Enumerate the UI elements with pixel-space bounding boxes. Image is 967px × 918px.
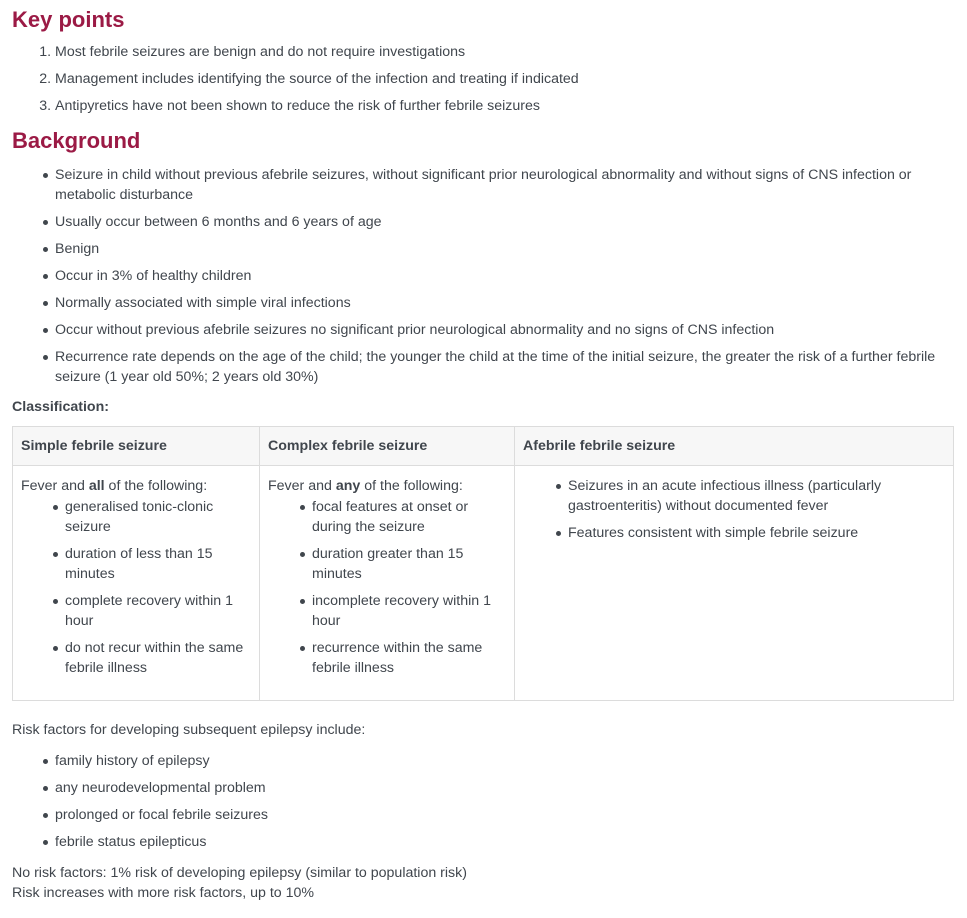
risk-factors-list [12, 751, 953, 852]
list-item: Features consistent with simple febrile seizure [523, 523, 945, 543]
list-item: complete recovery within 1 hour [21, 591, 251, 631]
risk-factor-item: any neurodevelopmental problem [12, 778, 953, 798]
risk-factor-item: febrile status epilepticus [12, 832, 953, 852]
risk-factor-item: prolonged or focal febrile seizures [12, 805, 953, 825]
table-row [13, 466, 954, 701]
simple-seizure-criteria [21, 497, 251, 678]
lead-emphasis: any [335, 478, 361, 494]
key-points-heading: Key points [12, 7, 125, 32]
key-point-item: 1. Most febrile seizures are benign and do not require investigations [55, 42, 953, 62]
background-item: Occur in 3% of healthy children [12, 266, 953, 286]
simple-seizure-lead [21, 476, 251, 496]
list-item: recurrence within the same febrile illness [268, 638, 506, 678]
background-item: Seizure in child without previous afebrile seizures, without significant prior neurological abnormality and without signs of CNS infection or metabolic disturbance [12, 165, 953, 205]
column-header-simple: Simple febrile seizure [13, 427, 260, 466]
background-item: Usually occur between 6 months and 6 years of age [12, 212, 953, 232]
list-item: duration of less than 15 minutes [21, 544, 251, 584]
afebrile-seizure-criteria [523, 476, 945, 543]
background-list [12, 165, 953, 387]
list-item: duration greater than 15 minutes [268, 544, 506, 584]
list-item: focal features at onset or during the seizure [268, 497, 506, 537]
background-item: Benign [12, 239, 953, 259]
risk-factor-item: family history of epilepsy [12, 751, 953, 771]
key-point-item: 2. Management includes identifying the source of the infection and treating if indicated [55, 69, 953, 89]
complex-seizure-cell [260, 466, 515, 701]
column-header-complex: Complex febrile seizure [260, 427, 515, 466]
list-item: incomplete recovery within 1 hour [268, 591, 506, 631]
complex-seizure-lead [268, 476, 506, 496]
list-item: Seizures in an acute infectious illness (particularly gastroenteritis) without documented fever [523, 476, 945, 516]
background-item: Occur without previous afebrile seizures no significant prior neurological abnormality and no signs of CNS infection [12, 320, 953, 340]
classification-label: Classification: [12, 399, 109, 415]
afebrile-seizure-cell [515, 466, 954, 701]
simple-seizure-cell [13, 466, 260, 701]
lead-prefix: Fever and [268, 478, 336, 494]
background-heading: Background [12, 128, 141, 153]
list-item: do not recur within the same febrile illness [21, 638, 251, 678]
risk-factors-intro: Risk factors for developing subsequent epilepsy include: [12, 722, 366, 738]
key-point-item: 3. Antipyretics have not been shown to reduce the risk of further febrile seizures [55, 96, 953, 116]
classification-table [12, 426, 954, 701]
complex-seizure-criteria [268, 497, 506, 678]
background-item: Normally associated with simple viral infections [12, 293, 953, 313]
lead-suffix: of the following: [360, 478, 463, 494]
lead-suffix: of the following: [104, 478, 208, 494]
column-header-afebrile: Afebrile febrile seizure [515, 427, 954, 466]
key-points-list [12, 42, 953, 116]
lead-prefix: Fever and [21, 478, 89, 494]
background-item: Recurrence rate depends on the age of the child; the younger the child at the time of the initial seizure, the greater the risk of a further febrile seizure (1 year old 50%; 2 years old 30%) [12, 347, 953, 387]
no-risk-factors-text: No risk factors: 1% risk of developing epilepsy (similar to population risk) [12, 865, 467, 881]
lead-emphasis: all [88, 478, 105, 494]
table-header-row [13, 427, 954, 466]
list-item: generalised tonic-clonic seizure [21, 497, 251, 537]
risk-increase-text: Risk increases with more risk factors, up to 10% [12, 885, 314, 901]
